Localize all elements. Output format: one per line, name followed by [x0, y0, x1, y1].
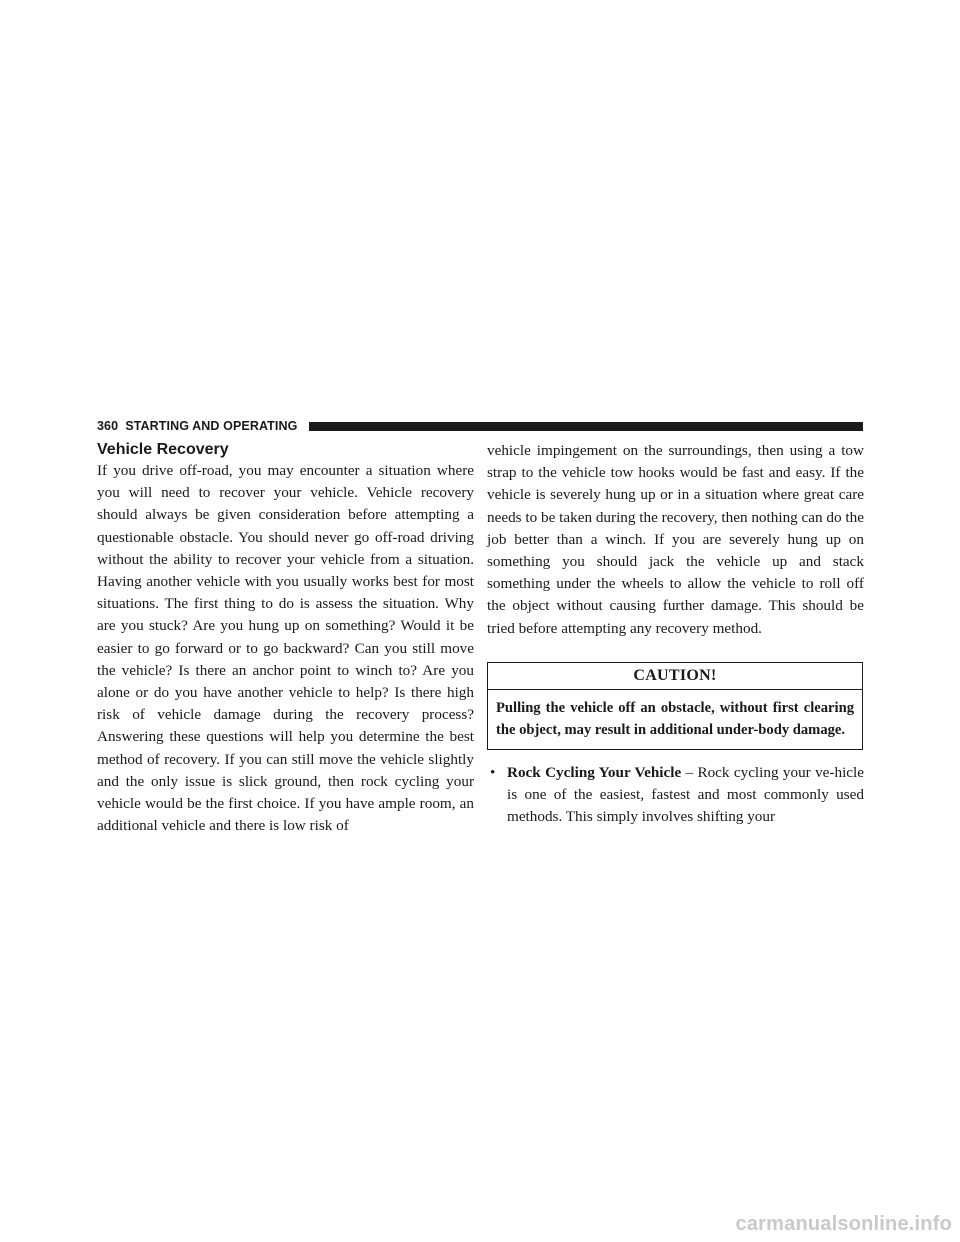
bullet-text: – Rock cycling your ve-hicle is one of the easiest, fastest and most commonly used methods. This simply involves shifting your — [507, 763, 864, 826]
section-name: STARTING AND OPERATING — [125, 419, 298, 433]
page-number: 360 — [97, 419, 119, 433]
caution-heading: CAUTION! — [488, 663, 862, 690]
header-rule — [309, 422, 863, 431]
body-paragraph-right: vehicle impingement on the surroundings, then using a tow strap to the vehicle tow hooks would be fast and easy. If the vehicle is severely hung up or in a situation where great care needs to be taken during the recovery, then nothing can do the job better than a winch. If you are severely hung up on something you should jack the vehicle up and stack something under the wheels to allow the vehicle to roll off the object without causing further damage. This should be tried before attempting any recovery method. — [487, 442, 864, 637]
bullet-mark: • — [490, 763, 496, 781]
left-column — [97, 440, 474, 837]
watermark-logo: carmanualsonline.info — [735, 1213, 952, 1235]
page-header — [97, 420, 863, 434]
caution-text: Pulling the vehicle off an obstacle, without first clearing the object, may result in additional under-body damage. — [496, 699, 854, 738]
header-label — [97, 418, 305, 434]
right-column — [487, 440, 864, 828]
body-paragraph-left: If you drive off-road, you may encounter a situation where you will need to recover your vehicle. Vehicle recovery should always be given consideration before attempting a questionable obstacle. You should never go off-road driving without the ability to recover your vehicle from a situation. Having another vehicle with you usually works best for most situations. The first thing to do is assess the situation. Why are you stuck? Are you hung up on something? Would it be easier to go forward or to go backward? Can you still move the vehicle? Is there an anchor point to winch to? Are you alone or do you have another vehicle to help? Is there high risk of vehicle damage during the recovery process? Answering these questions will help you determine the best method of recovery. If you can still move the vehicle slightly and the only issue is slick ground, then rock cycling your vehicle would be the first choice. If you have ample room, an additional vehicle and there is low risk of — [97, 462, 474, 835]
bullet-item-rock-cycling — [487, 762, 864, 829]
caution-box — [487, 662, 863, 750]
section-title: Vehicle Recovery — [97, 441, 229, 458]
bullet-title: Rock Cycling Your Vehicle — [507, 763, 682, 781]
